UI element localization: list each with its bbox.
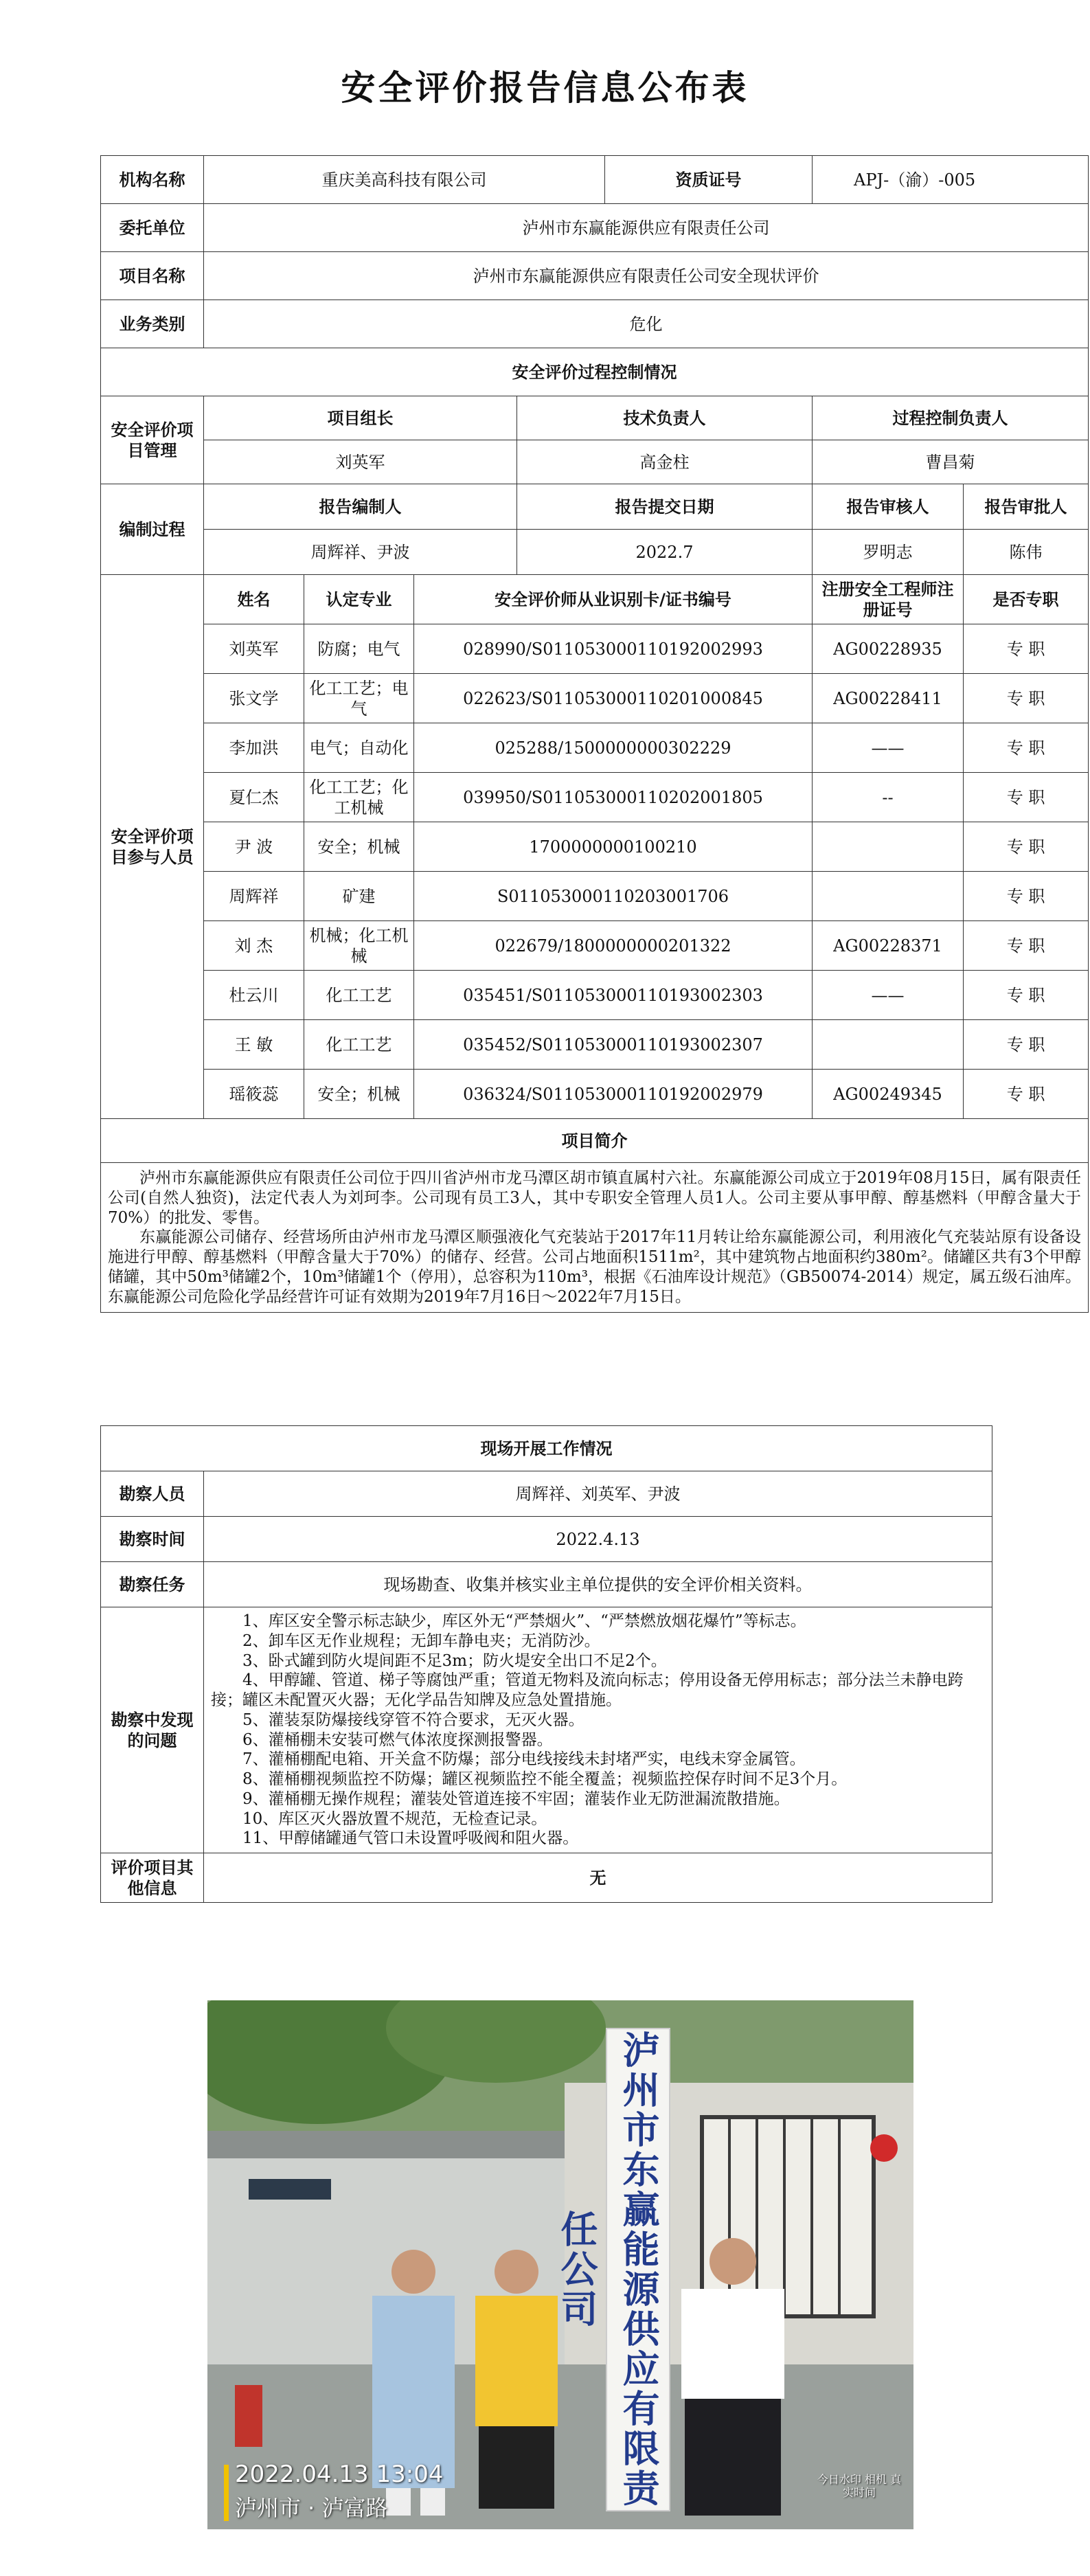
person-card: 022679/1800000000201322 (414, 921, 813, 971)
site-photo (207, 2000, 913, 2529)
person-name: 张文学 (204, 674, 304, 723)
time-label: 勘察时间 (101, 1517, 204, 1562)
photo-location: 泸州市 · 泸富路 (235, 2495, 388, 2521)
issues-list (204, 1607, 992, 1853)
info-table-top (100, 155, 1089, 1313)
person-name: 夏仁杰 (204, 773, 304, 822)
person-fulltime: 专 职 (964, 1070, 1089, 1119)
table-row (101, 723, 1089, 773)
table-row (101, 971, 1089, 1020)
person-major: 矿建 (304, 872, 414, 921)
compile-value: 周辉祥、尹波 (204, 530, 517, 575)
personnel-header: 安全评价师从业识别卡/证书编号 (414, 575, 813, 624)
mgmt-label: 安全评价项目管理 (101, 396, 204, 484)
list-item: 5、灌装泵防爆接线穿管不符合要求，无灭火器。 (242, 1710, 584, 1729)
person-major: 安全；机械 (304, 1070, 414, 1119)
person-name: 李加洪 (204, 723, 304, 773)
person-fulltime: 专 职 (964, 723, 1089, 773)
person-reg: AG00228935 (813, 624, 964, 674)
personnel-header: 注册安全工程师注册证号 (813, 575, 964, 624)
process-section-title: 安全评价过程控制情况 (101, 348, 1089, 396)
client-label: 委托单位 (101, 204, 204, 252)
task-value: 现场勘查、收集并核实业主单位提供的安全评价相关资料。 (204, 1562, 992, 1607)
compile-value: 陈伟 (964, 530, 1089, 575)
table-row (101, 624, 1089, 674)
mgmt-header: 技术负责人 (517, 396, 813, 440)
person-major: 防腐；电气 (304, 624, 414, 674)
person-card: 035452/S011053000110193002307 (414, 1020, 813, 1070)
staff-label: 勘察人员 (101, 1471, 204, 1517)
compile-label: 编制过程 (101, 484, 204, 575)
person-card: 036324/S011053000110192002979 (414, 1070, 813, 1119)
person-reg (813, 872, 964, 921)
type-value: 危化 (204, 300, 1089, 348)
list-item: 3、卧式罐到防火堤间距不足3m；防火堤安全出口不足2个。 (242, 1651, 667, 1670)
table-row (101, 1020, 1089, 1070)
person-fulltime: 专 职 (964, 674, 1089, 723)
person-reg: AG00228411 (813, 674, 964, 723)
person-card: 028990/S011053000110192002993 (414, 624, 813, 674)
task-label: 勘察任务 (101, 1562, 204, 1607)
company-sign: 泸州市东赢能源供应有限责任公司 (606, 2028, 670, 2511)
person-card: S011053000110203001706 (414, 872, 813, 921)
mgmt-header: 项目组长 (204, 396, 517, 440)
table-row (101, 872, 1089, 921)
list-item: 4、甲醇罐、管道、梯子等腐蚀严重；管道无物料及流向标志；停用设备无停用标志；部分法兰未静电跨接；罐区未配置灭火器；无化学品告知牌及应急处置措施。 (211, 1671, 964, 1709)
person-reg (813, 1020, 964, 1070)
person-name: 尹 波 (204, 822, 304, 872)
person-card: 1700000000100210 (414, 822, 813, 872)
watermark-bar (224, 2465, 229, 2521)
person-major: 安全；机械 (304, 822, 414, 872)
list-item: 10、库区灭火器放置不规范，无检查记录。 (242, 1809, 547, 1828)
info-table-site (100, 1425, 992, 1903)
mgmt-header: 过程控制负责人 (813, 396, 1089, 440)
person-major: 化工工艺；化工机械 (304, 773, 414, 822)
personnel-header: 姓名 (204, 575, 304, 624)
intro-section-title: 项目简介 (101, 1119, 1089, 1163)
list-item: 8、灌桶棚视频监控不防爆；罐区视频监控不能全覆盖；视频监控保存时间不足3个月。 (242, 1770, 848, 1788)
mgmt-value: 高金柱 (517, 440, 813, 484)
compile-value: 罗明志 (813, 530, 964, 575)
org-label: 机构名称 (101, 156, 204, 204)
issues-label: 勘察中发现的问题 (101, 1607, 204, 1853)
page-title: 安全评价报告信息公布表 (341, 68, 749, 108)
person-name: 瑶筱蕊 (204, 1070, 304, 1119)
client-value: 泸州市东赢能源供应有限责任公司 (204, 204, 1089, 252)
table-row (101, 674, 1089, 723)
table-row (101, 921, 1089, 971)
project-value: 泸州市东赢能源供应有限责任公司安全现状评价 (204, 252, 1089, 300)
person-name: 刘英军 (204, 624, 304, 674)
intro-paragraph: 东赢能源公司储存、经营场所由泸州市龙马潭区顺强液化气充装站于2017年11月转让给东赢能源公司，利用液化气充装站原有设备设施进行甲醇、醇基燃料（甲醇含量大于70%）的储存、经营。公司占地面积1511m²，其中建筑物占地面积约380m²。储罐区共有3个甲醇储罐，其中50m³储罐2个，10m³储罐1个（停用），总容积为110m³，根据《石油库设计规范》（GB50074-2014）规定，属五级石油库。东赢能源公司危险化学品经营许可证有效期为2019年7月16日～2022年7月15日。 (108, 1228, 1082, 1306)
personnel-header: 认定专业 (304, 575, 414, 624)
list-item: 6、灌桶棚未安装可燃气体浓度探测报警器。 (242, 1730, 553, 1749)
mgmt-value: 曹昌菊 (813, 440, 1089, 484)
person-fulltime: 专 职 (964, 1020, 1089, 1070)
list-item: 7、灌桶棚配电箱、开关盒不防爆；部分电线接线未封堵严实，电线未穿金属管。 (242, 1750, 806, 1769)
time-value: 2022.4.13 (204, 1517, 992, 1562)
list-item: 11、甲醇储罐通气管口未设置呼吸阀和阻火器。 (242, 1829, 579, 1848)
person-fulltime: 专 职 (964, 822, 1089, 872)
person-name: 周辉祥 (204, 872, 304, 921)
personnel-label: 安全评价项目参与人员 (101, 575, 204, 1119)
person-reg: AG00228371 (813, 921, 964, 971)
compile-value: 2022.7 (517, 530, 813, 575)
personnel-header: 是否专职 (964, 575, 1089, 624)
staff-value: 周辉祥、刘英军、尹波 (204, 1471, 992, 1517)
person-major: 化工工艺；电气 (304, 674, 414, 723)
person-name: 王 敏 (204, 1020, 304, 1070)
person-reg: —— (813, 971, 964, 1020)
table-row (101, 773, 1089, 822)
person-reg (813, 822, 964, 872)
person-major: 电气；自动化 (304, 723, 414, 773)
person-reg: AG00249345 (813, 1070, 964, 1119)
table-row (101, 1070, 1089, 1119)
list-item: 1、库区安全警示标志缺少，库区外无“严禁烟火”、“严禁燃放烟花爆竹”等标志。 (242, 1612, 806, 1630)
site-section-title: 现场开展工作情况 (101, 1426, 992, 1471)
person-name: 杜云川 (204, 971, 304, 1020)
person-card: 022623/S011053000110201000845 (414, 674, 813, 723)
cert-label: 资质证号 (605, 156, 813, 204)
person-card: 035451/S011053000110193002303 (414, 971, 813, 1020)
other-label: 评价项目其他信息 (101, 1853, 204, 1903)
photo-timestamp: 2022.04.13 13:04 (235, 2461, 444, 2488)
watermark-logo: 今日水印 相机 真实时间 (817, 2473, 902, 2500)
person-reg: -- (813, 773, 964, 822)
cert-value: APJ-（渝）-005 (813, 156, 1089, 204)
person-reg: —— (813, 723, 964, 773)
type-label: 业务类别 (101, 300, 204, 348)
person-major: 机械；化工机械 (304, 921, 414, 971)
compile-header: 报告审批人 (964, 484, 1089, 530)
project-label: 项目名称 (101, 252, 204, 300)
person-fulltime: 专 职 (964, 971, 1089, 1020)
list-item: 2、卸车区无作业规程；无卸车静电夹；无消防沙。 (242, 1631, 600, 1650)
person-fulltime: 专 职 (964, 872, 1089, 921)
list-item: 9、灌桶棚无操作规程；灌装处管道连接不牢固；灌装作业无防泄漏流散措施。 (242, 1789, 790, 1808)
other-value: 无 (204, 1853, 992, 1903)
compile-header: 报告编制人 (204, 484, 517, 530)
person-fulltime: 专 职 (964, 624, 1089, 674)
person-fulltime: 专 职 (964, 773, 1089, 822)
person-name: 刘 杰 (204, 921, 304, 971)
org-value: 重庆美高科技有限公司 (204, 156, 605, 204)
person-card: 025288/1500000000302229 (414, 723, 813, 773)
intro-paragraph: 泸州市东赢能源供应有限责任公司位于四川省泸州市龙马潭区胡市镇直属村六社。东赢能源公司成立于2019年08月15日，属有限责任公司(自然人独资)，法定代表人为刘珂李。公司现有员工3人，其中专职安全管理人员1人。公司主要从事甲醇、醇基燃料（甲醇含量大于70%）的批发、零售。 (108, 1169, 1082, 1227)
person-major: 化工工艺 (304, 1020, 414, 1070)
table-row (101, 822, 1089, 872)
person-card: 039950/S011053000110202001805 (414, 773, 813, 822)
person-fulltime: 专 职 (964, 921, 1089, 971)
compile-header: 报告审核人 (813, 484, 964, 530)
person-major: 化工工艺 (304, 971, 414, 1020)
mgmt-value: 刘英军 (204, 440, 517, 484)
intro-text (101, 1163, 1089, 1313)
compile-header: 报告提交日期 (517, 484, 813, 530)
